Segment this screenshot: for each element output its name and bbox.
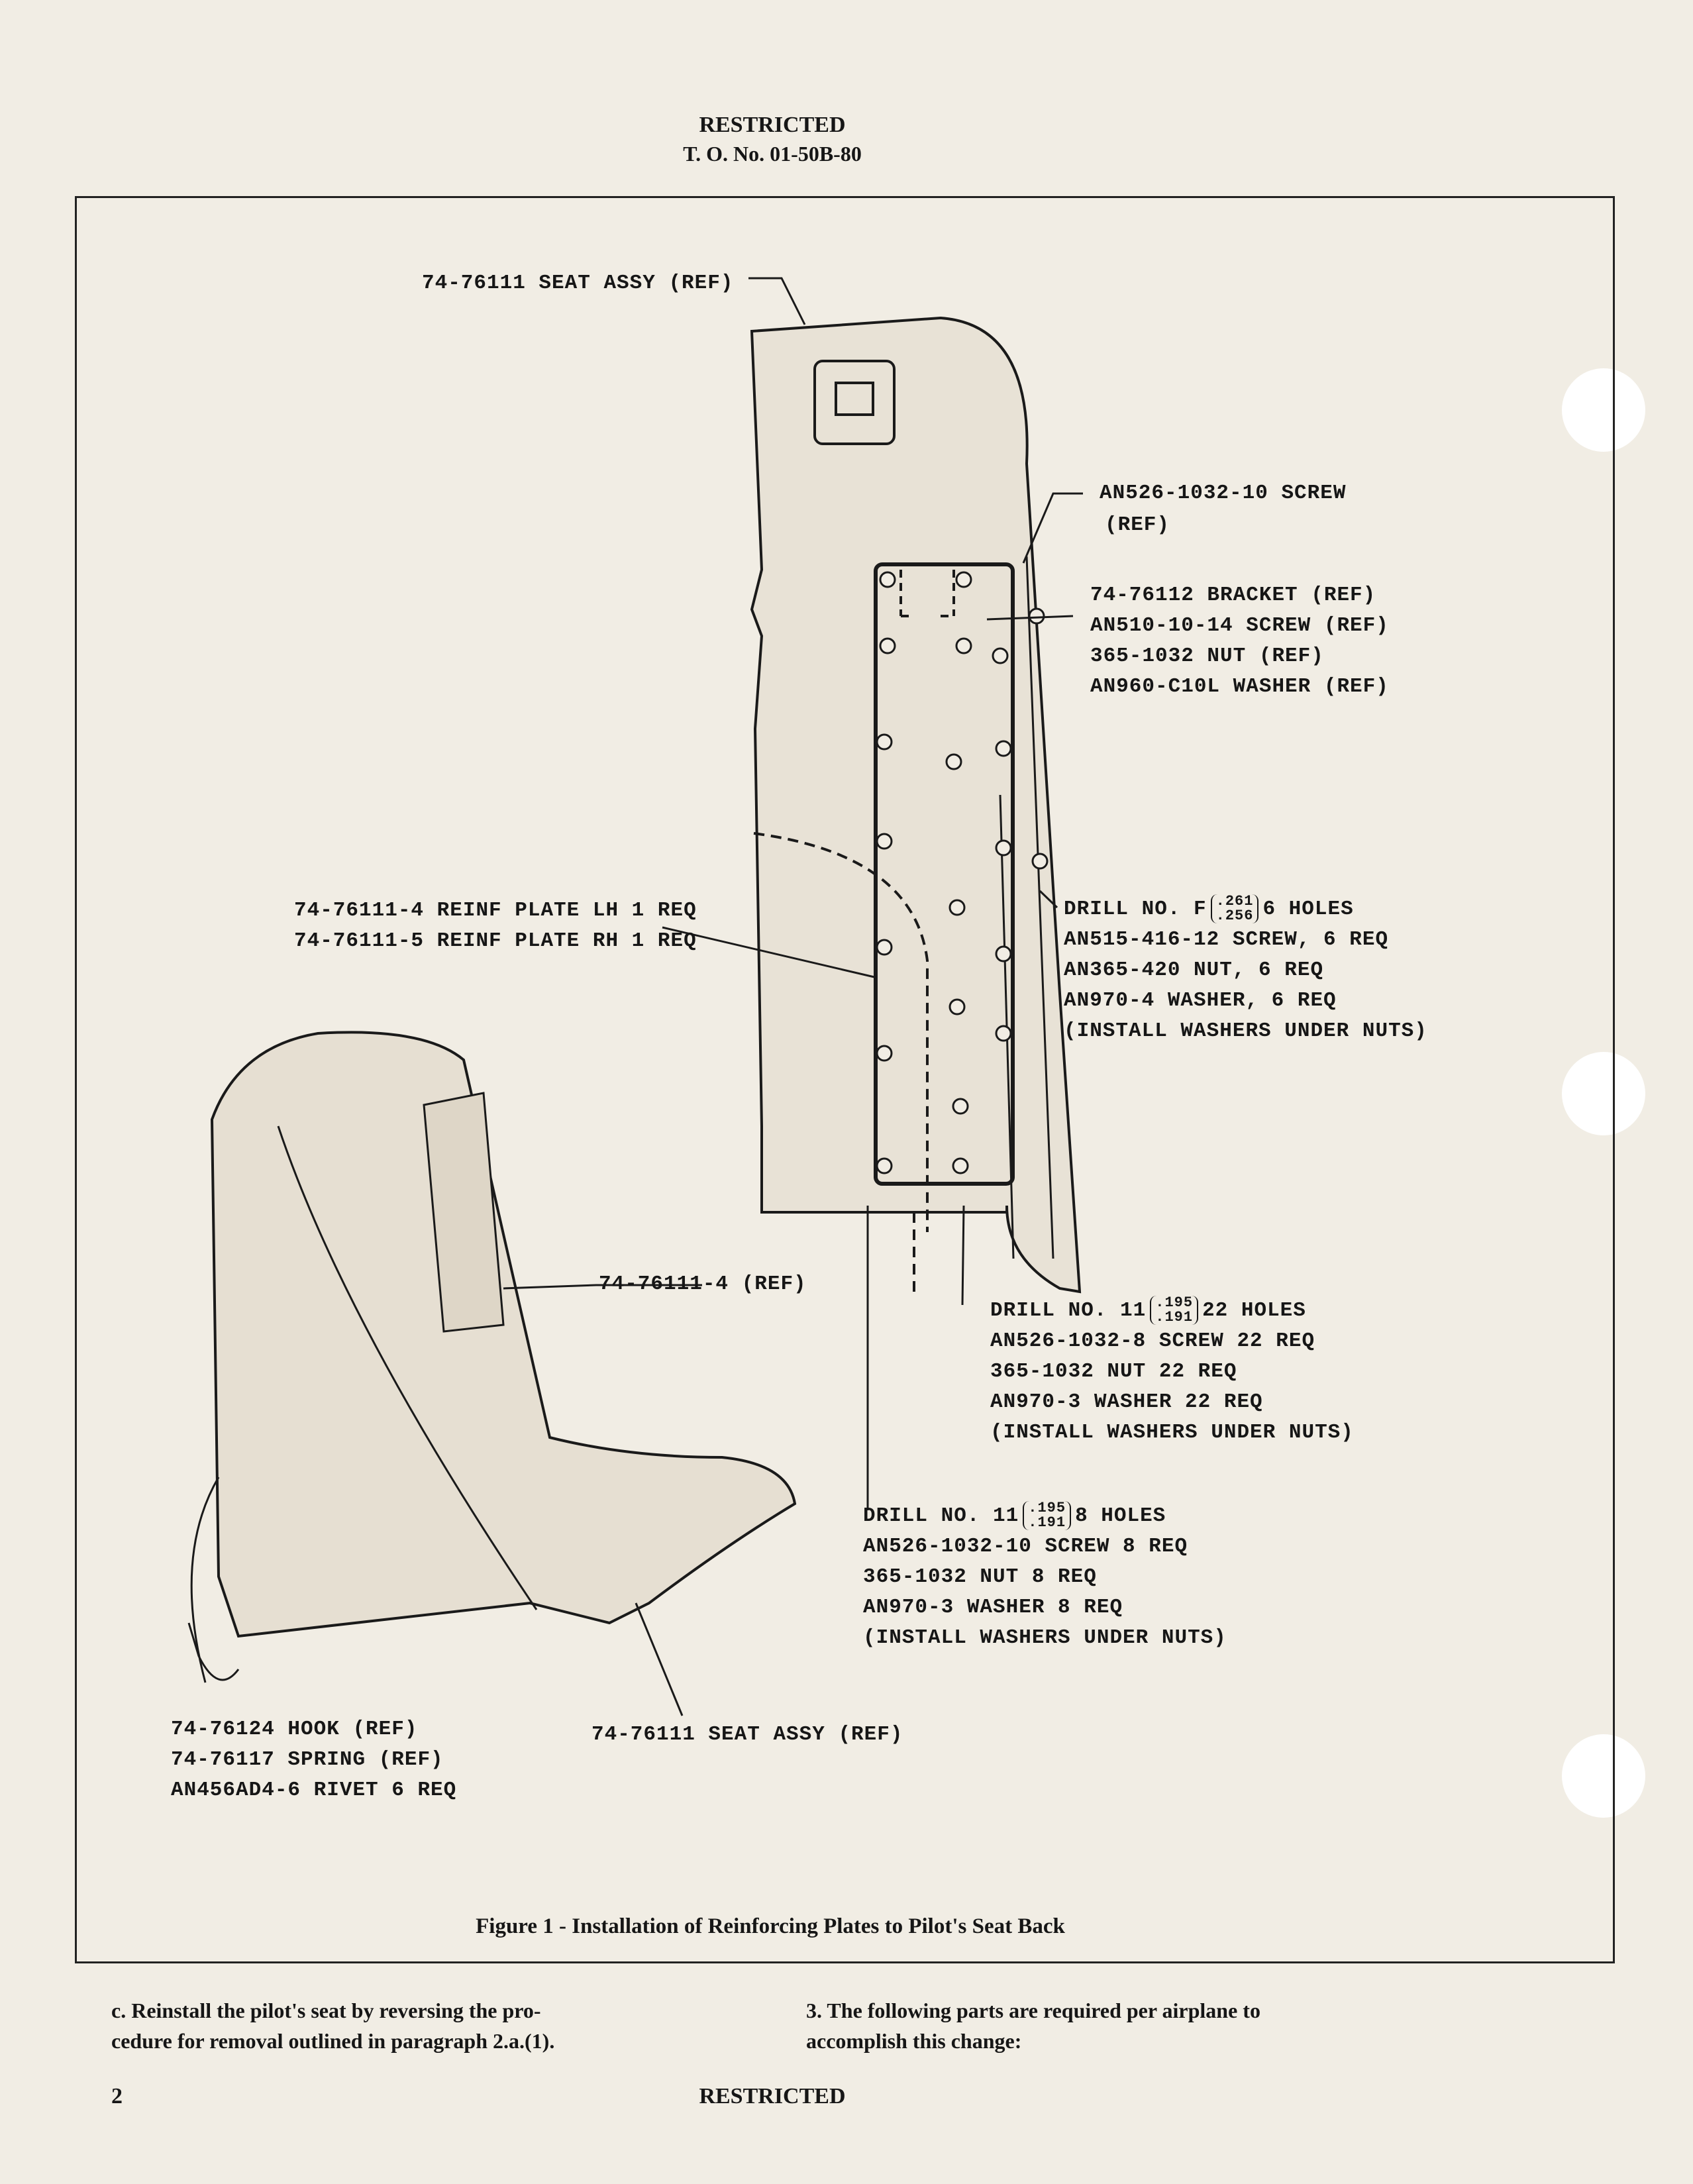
callout-seat-assy-bottom: 74-76111 SEAT ASSY (REF) bbox=[591, 1723, 903, 1746]
callout-plate-ref: 74-76111-4 (REF) bbox=[599, 1273, 807, 1296]
figure-caption: Figure 1 - Installation of Reinforcing Plates to Pilot's Seat Back bbox=[476, 1914, 1065, 1938]
callout-hook-group: 74-76124 HOOK (REF) 74-76117 SPRING (REF) AN456AD4-6 RIVET 6 REQ bbox=[171, 1718, 457, 1802]
callout-drill-f: DRILL NO. F .261 .256 6 HOLES AN515-416-12 SCREW, 6 REQ AN365-420 NUT, 6 REQ AN970-4 WASHER, 6 REQ (INSTALL WASHERS UNDER NUTS) bbox=[1064, 893, 1427, 1043]
callout-screw-top: AN526-1032-10 SCREW bbox=[1100, 482, 1347, 505]
header-to-number: T. O. No. 01-50B-80 bbox=[683, 142, 862, 166]
header-classification: RESTRICTED bbox=[699, 113, 846, 137]
callout-seat-assy-top: 74-76111 SEAT ASSY (REF) bbox=[422, 272, 734, 295]
callout-drill-11-22: DRILL NO. 11 .195 .191 22 HOLES AN526-1032-8 SCREW 22 REQ 365-1032 NUT 22 REQ AN970-3 WASHER 22 REQ (INSTALL WASHERS UNDER NUTS) bbox=[990, 1294, 1354, 1445]
page-number: 2 bbox=[111, 2084, 123, 2108]
paragraph-3: 3. The following parts are required per airplane to accomplish this change: bbox=[806, 1999, 1260, 2053]
callout-screw-top-ref: (REF) bbox=[1105, 513, 1170, 537]
footer-classification: RESTRICTED bbox=[699, 2084, 846, 2108]
callout-reinf-plates: 74-76111-4 REINF PLATE LH 1 REQ 74-76111-5 REINF PLATE RH 1 REQ bbox=[294, 899, 697, 953]
callout-bracket-group: 74-76112 BRACKET (REF) AN510-10-14 SCREW (REF) 365-1032 NUT (REF) AN960-C10L WASHER (REF) bbox=[1090, 584, 1389, 698]
paragraph-c: c. Reinstall the pilot's seat by reversing the pro- cedure for removal outlined in paragraph 2.a.(1). bbox=[111, 1999, 555, 2053]
callout-drill-11-8: DRILL NO. 11 .195 .191 8 HOLES AN526-1032-10 SCREW 8 REQ 365-1032 NUT 8 REQ AN970-3 WASHER 8 REQ (INSTALL WASHERS UNDER NUTS) bbox=[863, 1500, 1227, 1650]
